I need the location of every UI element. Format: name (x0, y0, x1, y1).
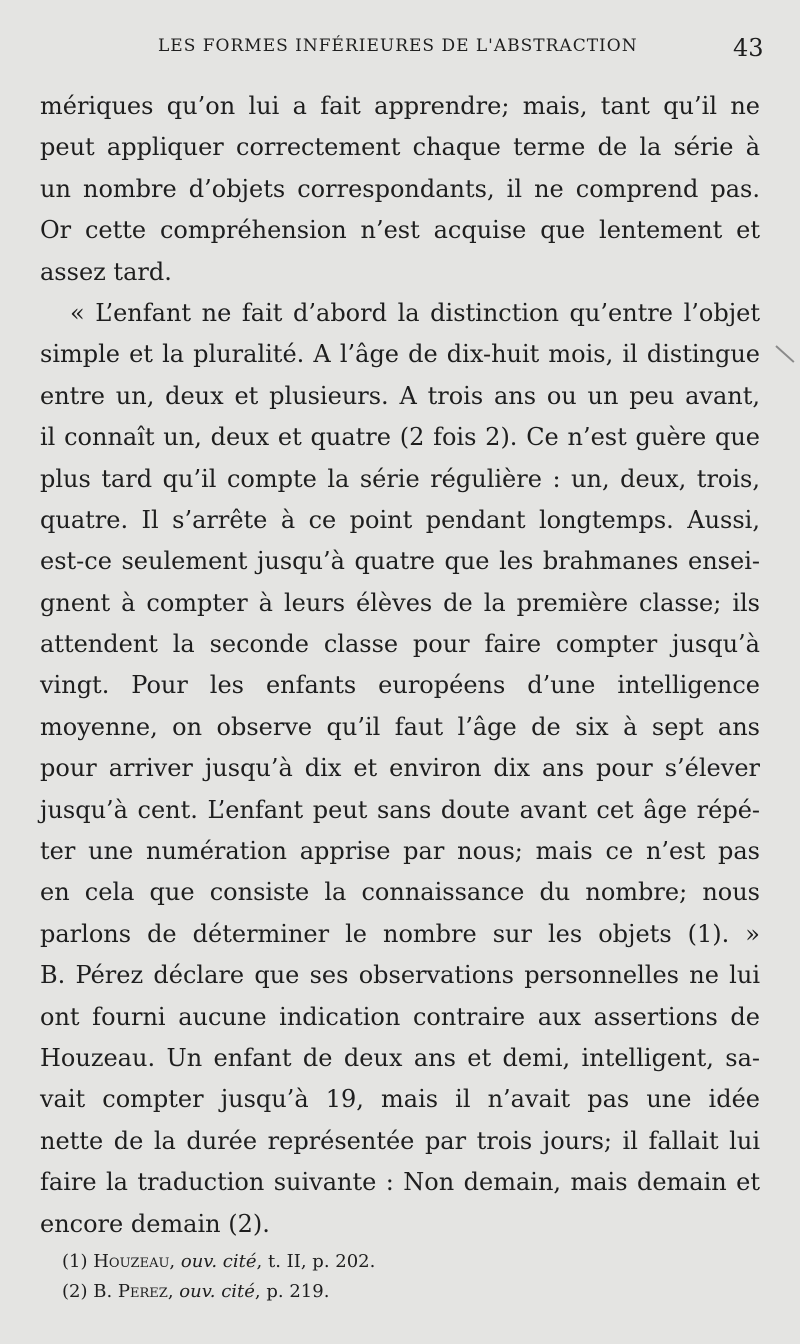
text-line: mériques qu’on lui a fait apprendre; mais, tant qu’il ne (40, 92, 760, 120)
text-line: faire la traduction suivante : Non demain, mais demain et (40, 1168, 760, 1197)
text-line: pour arriver jusqu’à dix et environ dix ans pour s’élever (40, 754, 760, 783)
text-line: entre un, deux et plusieurs. A trois ans ou un peu avant, (40, 381, 760, 410)
text-line: attendent la seconde classe pour faire compter jusqu’à (40, 630, 760, 659)
footnotes (62, 1247, 762, 1307)
text-line: un nombre d’objets correspondants, il ne comprend pas. (40, 174, 760, 203)
running-title: LES FORMES INFÉRIEURES DE L'ABSTRACTION (158, 36, 638, 56)
text-line: parlons de déterminer le nombre sur les objets (1). » (40, 919, 760, 948)
footnote-author: Houzeau (93, 1251, 170, 1272)
text-line: en cela que consiste la connaissance du nombre; nous (40, 878, 760, 907)
text-line: nette de la durée représentée par trois jours; il fallait lui (40, 1126, 760, 1155)
running-head (0, 34, 800, 60)
text-line: assez tard. (40, 257, 172, 286)
footnote-marker: (1) (62, 1251, 88, 1272)
text-line: gnent à compter à leurs élèves de la première classe; ils (40, 588, 760, 617)
footnote-marker: (2) (62, 1281, 88, 1302)
margin-pencil-mark (775, 345, 794, 363)
text-line: ter une numération apprise par nous; mais ce n’est pas (40, 837, 760, 866)
text-line: B. Pérez déclare que ses observations personnelles ne lui (40, 961, 760, 990)
text-line: il connaît un, deux et quatre (2 fois 2). Ce n’est guère que (40, 423, 760, 452)
text-line: encore demain (2). (40, 1209, 270, 1238)
text-line: est-ce seulement jusqu’à quatre que les brahmanes ensei- (40, 547, 760, 576)
page-number: 43 (733, 34, 764, 62)
text-line: simple et la pluralité. A l’âge de dix-huit mois, il distingue (40, 340, 760, 369)
text-line: Houzeau. Un enfant de deux ans et demi, intelligent, sa- (40, 1043, 760, 1072)
text-line: jusqu’à cent. L’enfant peut sans doute avant cet âge répé- (40, 795, 760, 824)
text-line: quatre. Il s’arrête à ce point pendant longtemps. Aussi, (40, 505, 760, 534)
text-line: « L’enfant ne fait d’abord la distinction qu’entre l’objet (70, 298, 760, 327)
body-text (40, 86, 760, 1245)
text-line: ont fourni aucune indication contraire aux assertions de (40, 1002, 760, 1031)
text-line: moyenne, on observe qu’il faut l’âge de six à sept ans (40, 712, 760, 741)
footnote-work: ouv. cité (180, 1251, 257, 1272)
footnote-reference: , p. 219. (254, 1281, 330, 1302)
footnote-work: ouv. cité (179, 1281, 255, 1302)
footnote-1: (1) Houzeau, ouv. cité, t. II, p. 202. (62, 1251, 376, 1272)
footnote-2: (2) B. Perez, ouv. cité, p. 219. (62, 1281, 330, 1302)
text-line: plus tard qu’il compte la série régulière : un, deux, trois, (40, 464, 760, 493)
text-line: vait compter jusqu’à 19, mais il n’avait pas une idée (40, 1085, 760, 1114)
text-line: vingt. Pour les enfants européens d’une intelligence (40, 671, 760, 700)
text-line: peut appliquer correctement chaque terme de la série à (40, 133, 760, 162)
footnote-author: B. Perez (93, 1281, 168, 1302)
footnote-reference: , t. II, p. 202. (256, 1251, 376, 1272)
text-line: Or cette compréhension n’est acquise que lentement et (40, 216, 760, 245)
